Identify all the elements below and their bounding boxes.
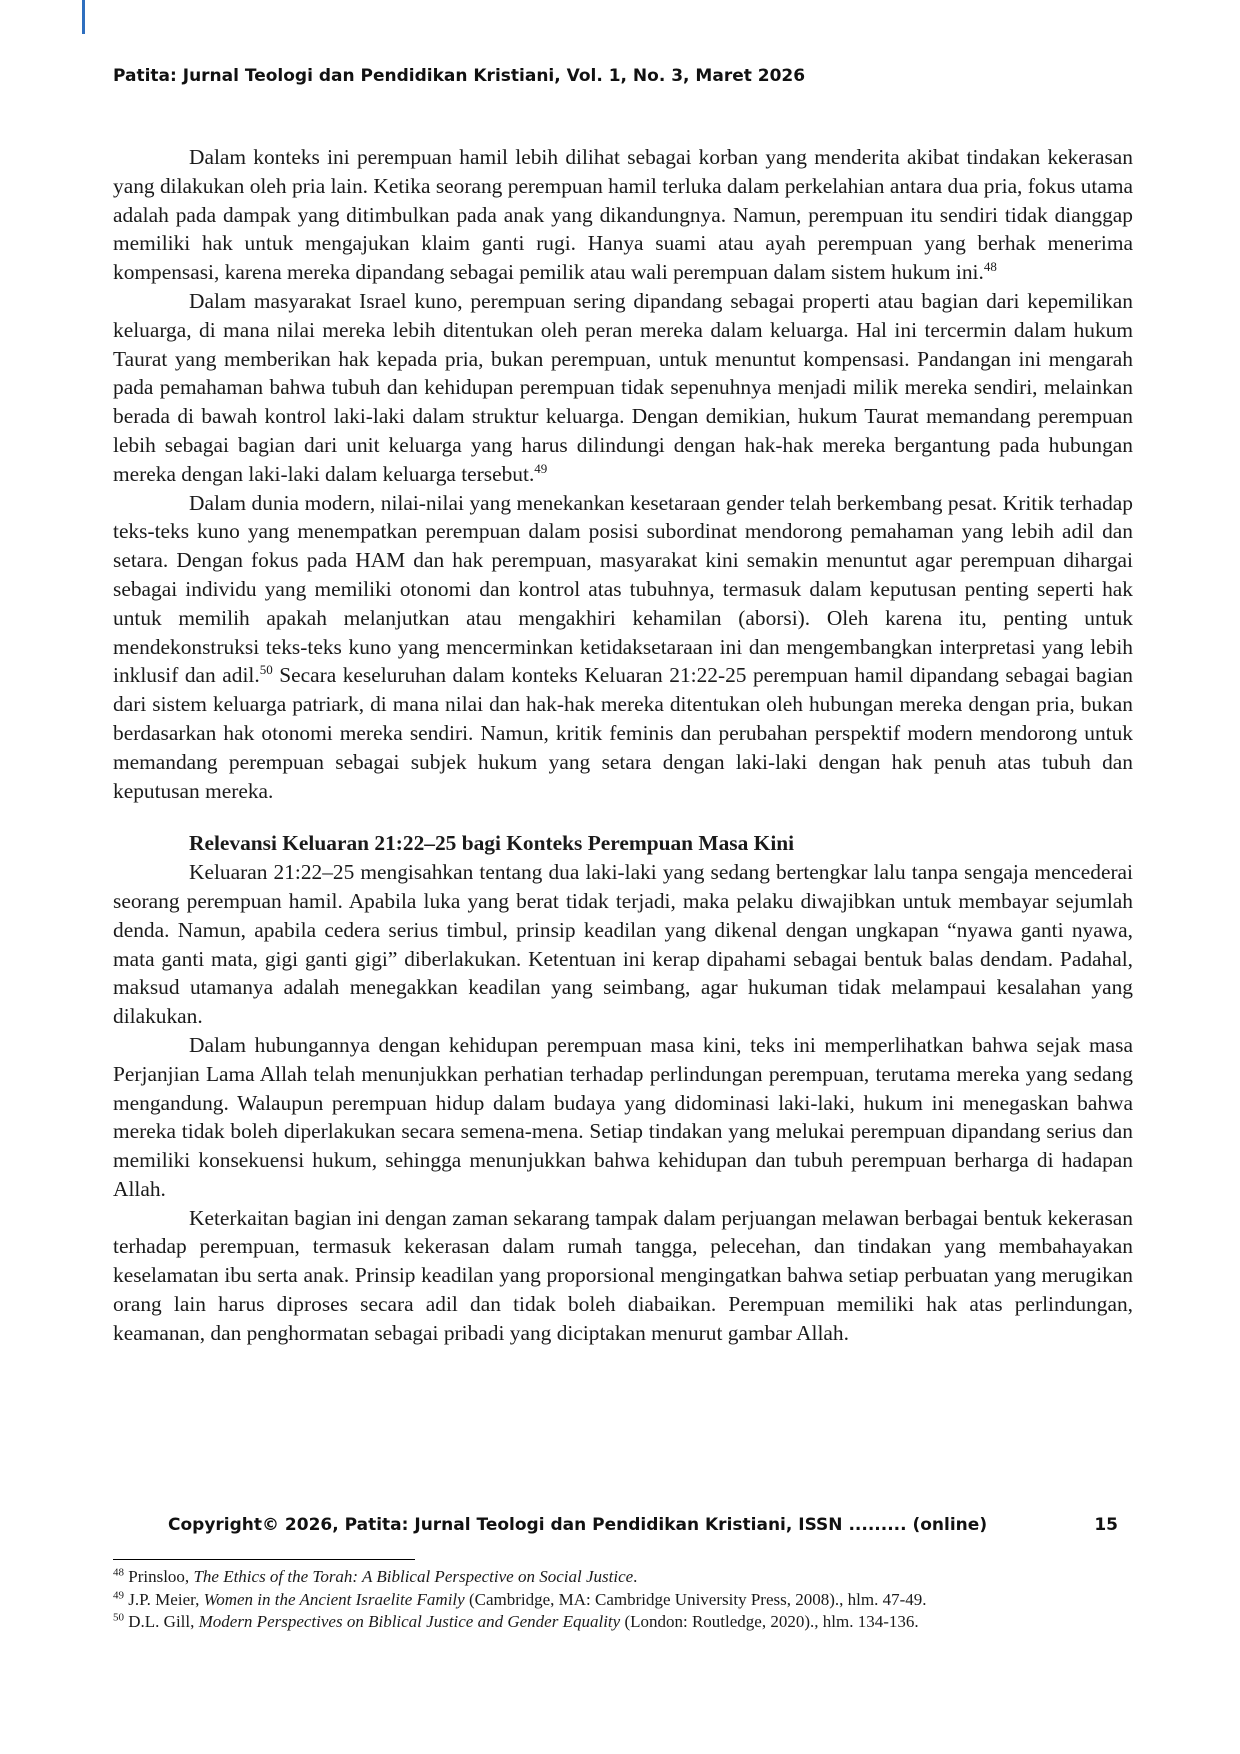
footnote-publication: . [633,1567,638,1586]
footnote-number: 49 [113,1588,124,1601]
section-paragraph-2 [113,1031,1133,1204]
section-paragraph-3 [113,1204,1133,1348]
footnote-title: Modern Perspectives on Biblical Justice and Gender Equality [198,1612,621,1631]
paragraph-continuation: Secara keseluruhan dalam konteks Keluaran 21:22-25 perempuan hamil dipandang sebagai bagian dari sistem keluarga patriark, di mana nilai dan hak-hak mereka ditentukan oleh hubungan mereka dengan pria, bukan berdasarkan hak otonomi mereka sendiri. Namun, kritik feminis dan perubahan perspektif modern mendorong untuk memandang perempuan sebagai subjek hukum yang setara dengan laki-laki dengan hak penuh atas tubuh dan keputusan mereka. [113,663,1133,803]
paragraph-text: Dalam masyarakat Israel kuno, perempuan sering dipandang sebagai properti atau bagian dari kepemilikan keluarga, di mana nilai mereka lebih ditentukan oleh peran mereka dalam keluarga. Hal ini tercermin dalam hukum Taurat yang memberikan hak kepada pria, bukan perempuan, untuk menuntut kompensasi. Pandangan ini mengarah pada pemahaman bahwa tubuh dan kehidupan perempuan tidak sepenuhnya menjadi milik mereka sendiri, melainkan berada di bawah kontrol laki-laki dalam struktur keluarga. Dengan demikian, hukum Taurat memandang perempuan lebih sebagai bagian dari unit keluarga yang harus dilindungi dengan hak-hak mereka bergantung pada hubungan mereka dengan laki-laki dalam keluarga tersebut. [113,288,1133,486]
paragraph-1 [113,143,1133,287]
paragraph-text: Keterkaitan bagian ini dengan zaman sekarang tampak dalam perjuangan melawan berbagai bentuk kekerasan terhadap perempuan, termasuk kekerasan dalam rumah tangga, pelecehan, dan tindakan yang membahayakan keselamatan ibu serta anak. Prinsip keadilan yang proporsional mengingatkan bahwa setiap perbuatan yang merugikan orang lain harus diproses secara adil dan tidak boleh diabaikan. Perempuan memiliki hak atas perlindungan, keamanan, dan penghormatan sebagai pribadi yang diciptakan menurut gambar Allah. [113,1205,1133,1345]
section-paragraph-1 [113,858,1133,1031]
footnote-48 [113,1566,1153,1589]
footnote-divider [113,1559,415,1560]
footnote-ref[interactable]: 48 [983,259,997,275]
footnote-publication: (Cambridge, MA: Cambridge University Press, 2008)., hlm. 47-49. [464,1589,927,1609]
paragraph-text: Dalam hubungannya dengan kehidupan perempuan masa kini, teks ini memperlihatkan bahwa sejak masa Perjanjian Lama Allah telah menunjukkan perhatian terhadap perlindungan perempuan, terutama mereka yang sedang mengandung. Walaupun perempuan hidup dalam budaya yang didominasi laki-laki, hukum ini menegaskan bahwa mereka tidak boleh diperlakukan secara semena-mena. Setiap tindakan yang melukai perempuan dipandang serius dan memiliki konsekuensi hukum, sehingga menunjukkan bahwa kehidupan dan tubuh perempuan berharga di hadapan Allah. [113,1032,1133,1201]
footnote-number: 48 [113,1566,124,1579]
running-head: Patita: Jurnal Teologi dan Pendidikan Kristiani, Vol. 1, No. 3, Maret 2026 [113,66,806,86]
footnote-ref[interactable]: 49 [534,460,548,476]
article-body [113,143,1133,1348]
paragraph-3 [113,489,1133,806]
footnote-50 [113,1611,1153,1634]
footnote-author: J.P. Meier, [124,1589,204,1609]
paragraph-text: Dalam konteks ini perempuan hamil lebih dilihat sebagai korban yang menderita akibat tindakan kekerasan yang dilakukan oleh pria lain. Ketika seorang perempuan hamil terluka dalam perkelahian antara dua pria, fokus utama adalah pada dampak yang ditimbulkan pada anak yang dikandungnya. Namun, perempuan itu sendiri tidak dianggap memiliki hak untuk mengajukan klaim ganti rugi. Hanya suami atau ayah perempuan yang berhak menerima kompensasi, karena mereka dipandang sebagai pemilik atau wali perempuan dalam sistem hukum ini. [113,145,1133,285]
paragraph-2 [113,287,1133,489]
footnote-title: Women in the Ancient Israelite Family [203,1589,465,1609]
paragraph-text: Keluaran 21:22–25 mengisahkan tentang dua laki-laki yang sedang bertengkar lalu tanpa sengaja mencederai seorang perempuan hamil. Apabila luka yang berat tidak terjadi, maka pelaku diwajibkan untuk membayar sejumlah denda. Namun, apabila cedera serius timbul, prinsip keadilan yang dikenal dengan ungkapan “nyawa ganti nyawa, mata ganti mata, gigi ganti gigi” diberlakukan. Ketentuan ini kerap dipahami sebagai bentuk balas dendam. Padahal, maksud utamanya adalah menegakkan keadilan yang seimbang, agar hukuman tidak melampaui kesalahan yang dilakukan. [113,860,1133,1029]
footnote-author: D.L. Gill, [124,1612,199,1631]
copyright-notice: Copyright© 2026, Patita: Jurnal Teologi dan Pendidikan Kristiani, ISSN ......... (online) [168,1515,988,1535]
page-number: 15 [1094,1515,1118,1535]
footnote-publication: (London: Routledge, 2020)., hlm. 134-136. [620,1612,919,1631]
footnote-title: The Ethics of the Torah: A Biblical Perspective on Social Justice [193,1567,634,1586]
footnote-number: 50 [113,1611,124,1624]
header-accent-bar [82,0,85,34]
footnote-ref[interactable]: 50 [259,662,273,678]
footnotes [113,1566,1153,1634]
footnote-49 [113,1589,1153,1612]
section-heading: Relevansi Keluaran 21:22–25 bagi Konteks Perempuan Masa Kini [189,831,795,856]
footnote-author: Prinsloo, [124,1567,194,1586]
paragraph-text: Dalam dunia modern, nilai-nilai yang menekankan kesetaraan gender telah berkembang pesat. Kritik terhadap teks-teks kuno yang menempatkan perempuan dalam posisi subordinat mendorong pemahaman yang lebih adil dan setara. Dengan fokus pada HAM dan hak perempuan, masyarakat kini semakin menuntut agar perempuan dihargai sebagai individu yang memiliki otonomi dan kontrol atas tubuhnya, termasuk dalam keputusan penting seperti hak untuk memilih apakah melanjutkan atau mengakhiri kehamilan (aborsi). Oleh karena itu, penting untuk mendekonstruksi teks-teks kuno yang mencerminkan ketidaksetaraan ini dan mengembangkan interpretasi yang lebih inklusif dan adil. [113,490,1133,688]
